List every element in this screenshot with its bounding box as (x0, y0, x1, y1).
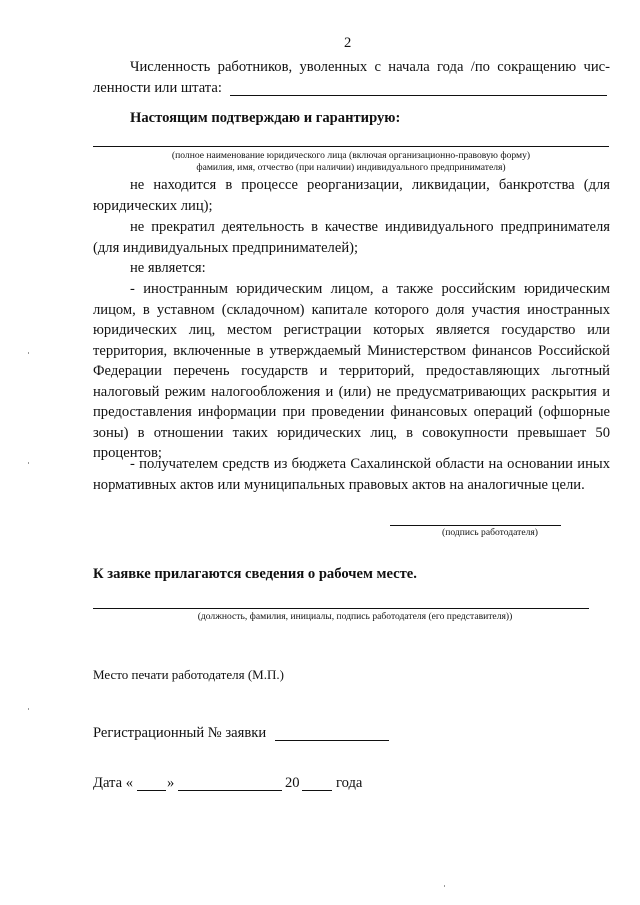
entity-caption-line-1: (полное наименование юридического лица (включая организационно-правовую форму) (171, 150, 531, 161)
date-day-field[interactable] (137, 790, 166, 791)
page-number: 2 (344, 35, 352, 51)
employer-signature-caption: (подпись работодателя) (442, 527, 538, 538)
date-year-prefix: 20 (285, 775, 300, 791)
registration-number-field[interactable] (275, 740, 389, 741)
dismissed-line-2: ленности или штата: (93, 80, 222, 96)
date-label: Дата « (93, 775, 134, 791)
item-foreign-entity: - иностранным юридическим лицом, а также российским юридическим лицом, в уставном (складочном) капитале которого доля участия иностранных юридических лиц, местом регистрации которых является государство или территория, включенные в утверждаемый Министерством финансов Российской Федерации перечень государств и территорий, предоставляющих льготный налоговый режим налогообложения и (или) не предусматривающих раскрытия и предоставления информации при проведении финансовых операций (офшорные зоны) в отношении таких юридических лиц, в совокупности превышает 50 процентов; (93, 281, 610, 461)
item-budget-recipient: - получателем средств из бюджета Сахалинской области на основании иных нормативных актов или муниципальных правовых актов на аналогичные цели. (93, 456, 610, 493)
dismissed-count-field[interactable] (230, 95, 607, 96)
entity-name-field[interactable] (93, 146, 609, 147)
item-not-reorganizing: не находится в процессе реорганизации, ликвидации, банкротства (для юридических лиц); (93, 177, 610, 214)
scan-speck (444, 885, 445, 887)
registration-label: Регистрационный № заявки (93, 725, 267, 741)
employer-signature-field[interactable] (390, 525, 561, 526)
item-not-ceased: не прекратил деятельность в качестве индивидуального предпринимателя (для индивидуальных предпринимателей); (93, 219, 610, 256)
attachment-heading: К заявке прилагаются сведения о рабочем месте. (93, 566, 417, 582)
scan-speck (28, 708, 29, 710)
representative-field[interactable] (93, 608, 589, 609)
dismissed-line-1: Численность работников, уволенных с начала года /по сокращению чис- (130, 59, 610, 75)
item-is-not: не является: (130, 260, 206, 276)
date-year-field[interactable] (302, 790, 332, 791)
confirm-heading: Настоящим подтверждаю и гарантирую: (130, 110, 401, 126)
date-quote-close: » (167, 775, 175, 791)
seal-place: Место печати работодателя (М.П.) (93, 667, 284, 682)
representative-caption: (должность, фамилия, инициалы, подпись работодателя (его представителя)) (197, 611, 513, 622)
entity-caption-line-2: фамилия, имя, отчество (при наличии) индивидуального предпринимателя) (196, 162, 506, 173)
scan-speck (28, 352, 29, 354)
date-year-suffix: года (336, 775, 363, 791)
date-month-field[interactable] (178, 790, 282, 791)
scan-speck (28, 462, 29, 464)
